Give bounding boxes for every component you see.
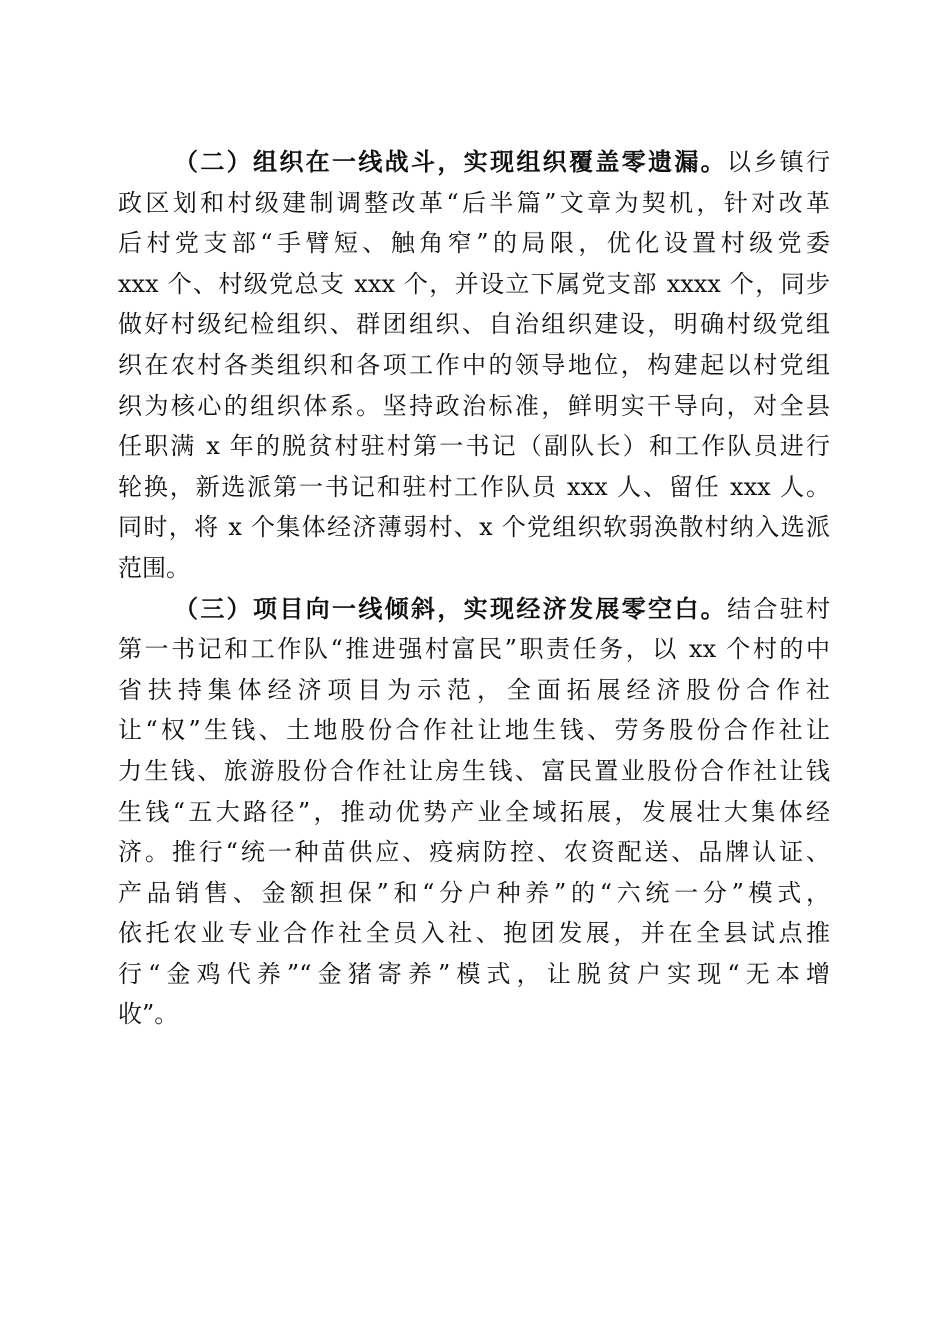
paragraph-line: 织在农村各类组织和各项工作中的领导地位，构建起以村党组 — [118, 350, 830, 379]
paragraph-line: 让“权”生钱、土地股份合作社让地生钱、劳务股份合作社让 — [118, 716, 830, 745]
paragraph-line: 省扶持集体经济项目为示范，全面拓展经济股份合作社 — [118, 675, 830, 704]
paragraph-text: 结合驻村 — [727, 594, 830, 623]
paragraph-line: 产品销售、金额担保”和“分户种养”的“六统一分”模式， — [118, 878, 830, 907]
paragraph-line: 济。推行“统一种苗供应、疫病防控、农资配送、品牌认证、 — [118, 838, 830, 867]
paragraph-line: 第一书记和工作队“推进强村富民”职责任务，以 xx 个村的中 — [118, 635, 830, 664]
paragraph-line: 依托农业专业合作社全员入社、抱团发展，并在全县试点推 — [118, 919, 830, 948]
paragraph-line: 轮换，新选派第一书记和驻村工作队员 xxx 人、留任 xxx 人。 — [118, 472, 830, 501]
paragraph-line: 生钱“五大路径”，推动优势产业全域拓展，发展壮大集体经 — [118, 797, 830, 826]
paragraph-line: 力生钱、旅游股份合作社让房生钱、富民置业股份合作社让钱 — [118, 756, 830, 785]
paragraph-section-3 — [118, 589, 830, 1036]
paragraph-line: 做好村级纪检组织、群团组织、自治组织建设，明确村级党组 — [118, 310, 830, 339]
paragraph-line: 后村党支部“手臂短、触角窄”的局限，优化设置村级党委 — [118, 229, 830, 258]
paragraph-line: 行“金鸡代养”“金猪寄养”模式，让脱贫户实现“无本增 — [118, 959, 830, 988]
paragraph-line: 收”。 — [118, 1000, 179, 1029]
paragraph-line: 政区划和村级建制调整改革“后半篇”文章为契机，针对改革 — [118, 188, 830, 217]
paragraph-line: 同时，将 x 个集体经济薄弱村、x 个党组织软弱涣散村纳入选派 — [118, 513, 830, 542]
paragraph-line — [118, 589, 830, 630]
paragraph-line — [118, 142, 830, 183]
paragraph-line: 任职满 x 年的脱贫村驻村第一书记（副队长）和工作队员进行 — [118, 432, 830, 461]
paragraph-text: 以乡镇行 — [727, 148, 830, 176]
paragraph-line: xxx 个、村级党总支 xxx 个，并设立下属党支部 xxxx 个，同步 — [118, 269, 830, 298]
section-heading: （二）组织在一线战斗，实现组织覆盖零遗漏。 — [174, 147, 727, 176]
section-heading: （三）项目向一线倾斜，实现经济发展零空白。 — [174, 593, 727, 623]
document-body — [118, 142, 830, 1035]
paragraph-line: 范围。 — [118, 553, 190, 582]
paragraph-section-2 — [118, 142, 830, 589]
paragraph-line: 织为核心的组织体系。坚持政治标准，鲜明实干导向，对全县 — [118, 391, 830, 420]
